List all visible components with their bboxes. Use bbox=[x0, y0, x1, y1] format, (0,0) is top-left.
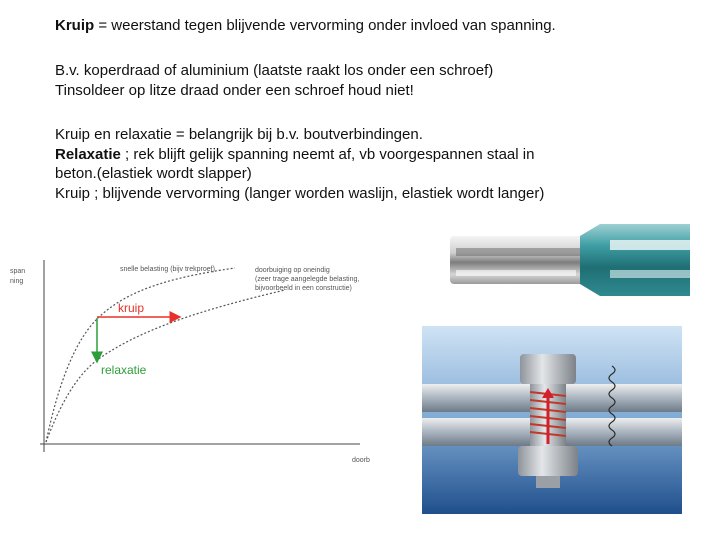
fast-load-curve bbox=[46, 268, 235, 442]
definition-block bbox=[55, 16, 695, 36]
kruip-line: Kruip ; blijvende vervorming (langer worden waslijn, elastiek wordt langer) bbox=[55, 184, 545, 202]
example-line-solder: Tinsoldeer op litze draad onder een schroef houd niet! bbox=[55, 81, 414, 99]
x-axis-label: doorb bbox=[352, 457, 370, 464]
y-axis-label-2: ning bbox=[10, 278, 24, 285]
relaxatie-text: ; rek blijft gelijk spanning neemt af, vb voorgespannen staal in bbox=[120, 145, 535, 163]
relaxatie-line-cont: beton.(elastiek wordt slapper) bbox=[55, 165, 252, 182]
example-block bbox=[55, 61, 695, 100]
explanation-block bbox=[55, 125, 695, 203]
kruip-label: kruip bbox=[118, 301, 145, 315]
relaxatie-line bbox=[55, 145, 695, 165]
slow-load-curve bbox=[46, 290, 285, 442]
bolt-in-plates-photo bbox=[422, 326, 682, 514]
term-kruip: Kruip bbox=[55, 17, 95, 34]
importance-line: Kruip en relaxatie = belangrijk bij b.v. boutverbindingen. bbox=[55, 126, 423, 143]
crimp-connector-photo bbox=[450, 218, 690, 302]
definition-line bbox=[55, 16, 695, 36]
slow-load-label-3: bijvoorbeeld in een constructie) bbox=[255, 285, 352, 292]
example-line-copper: B.v. koperdraad of aluminium (laatste raakt los onder een schroef) bbox=[55, 62, 494, 79]
relaxatie-label: relaxatie bbox=[101, 363, 147, 377]
slow-load-label-1: doorbuiging op oneindig bbox=[255, 267, 330, 274]
y-axis-label-1: span bbox=[10, 268, 26, 275]
slow-load-label-2: (zeer trage aangelegde belasting, bbox=[255, 276, 360, 283]
fast-load-label: snelle belasting (bijv trekproef) bbox=[120, 266, 215, 273]
creep-relaxation-diagram bbox=[0, 250, 380, 470]
term-relaxatie: Relaxatie bbox=[55, 145, 121, 163]
definition-text: = weerstand tegen blijvende vervorming onder invloed van spanning. bbox=[94, 17, 556, 34]
